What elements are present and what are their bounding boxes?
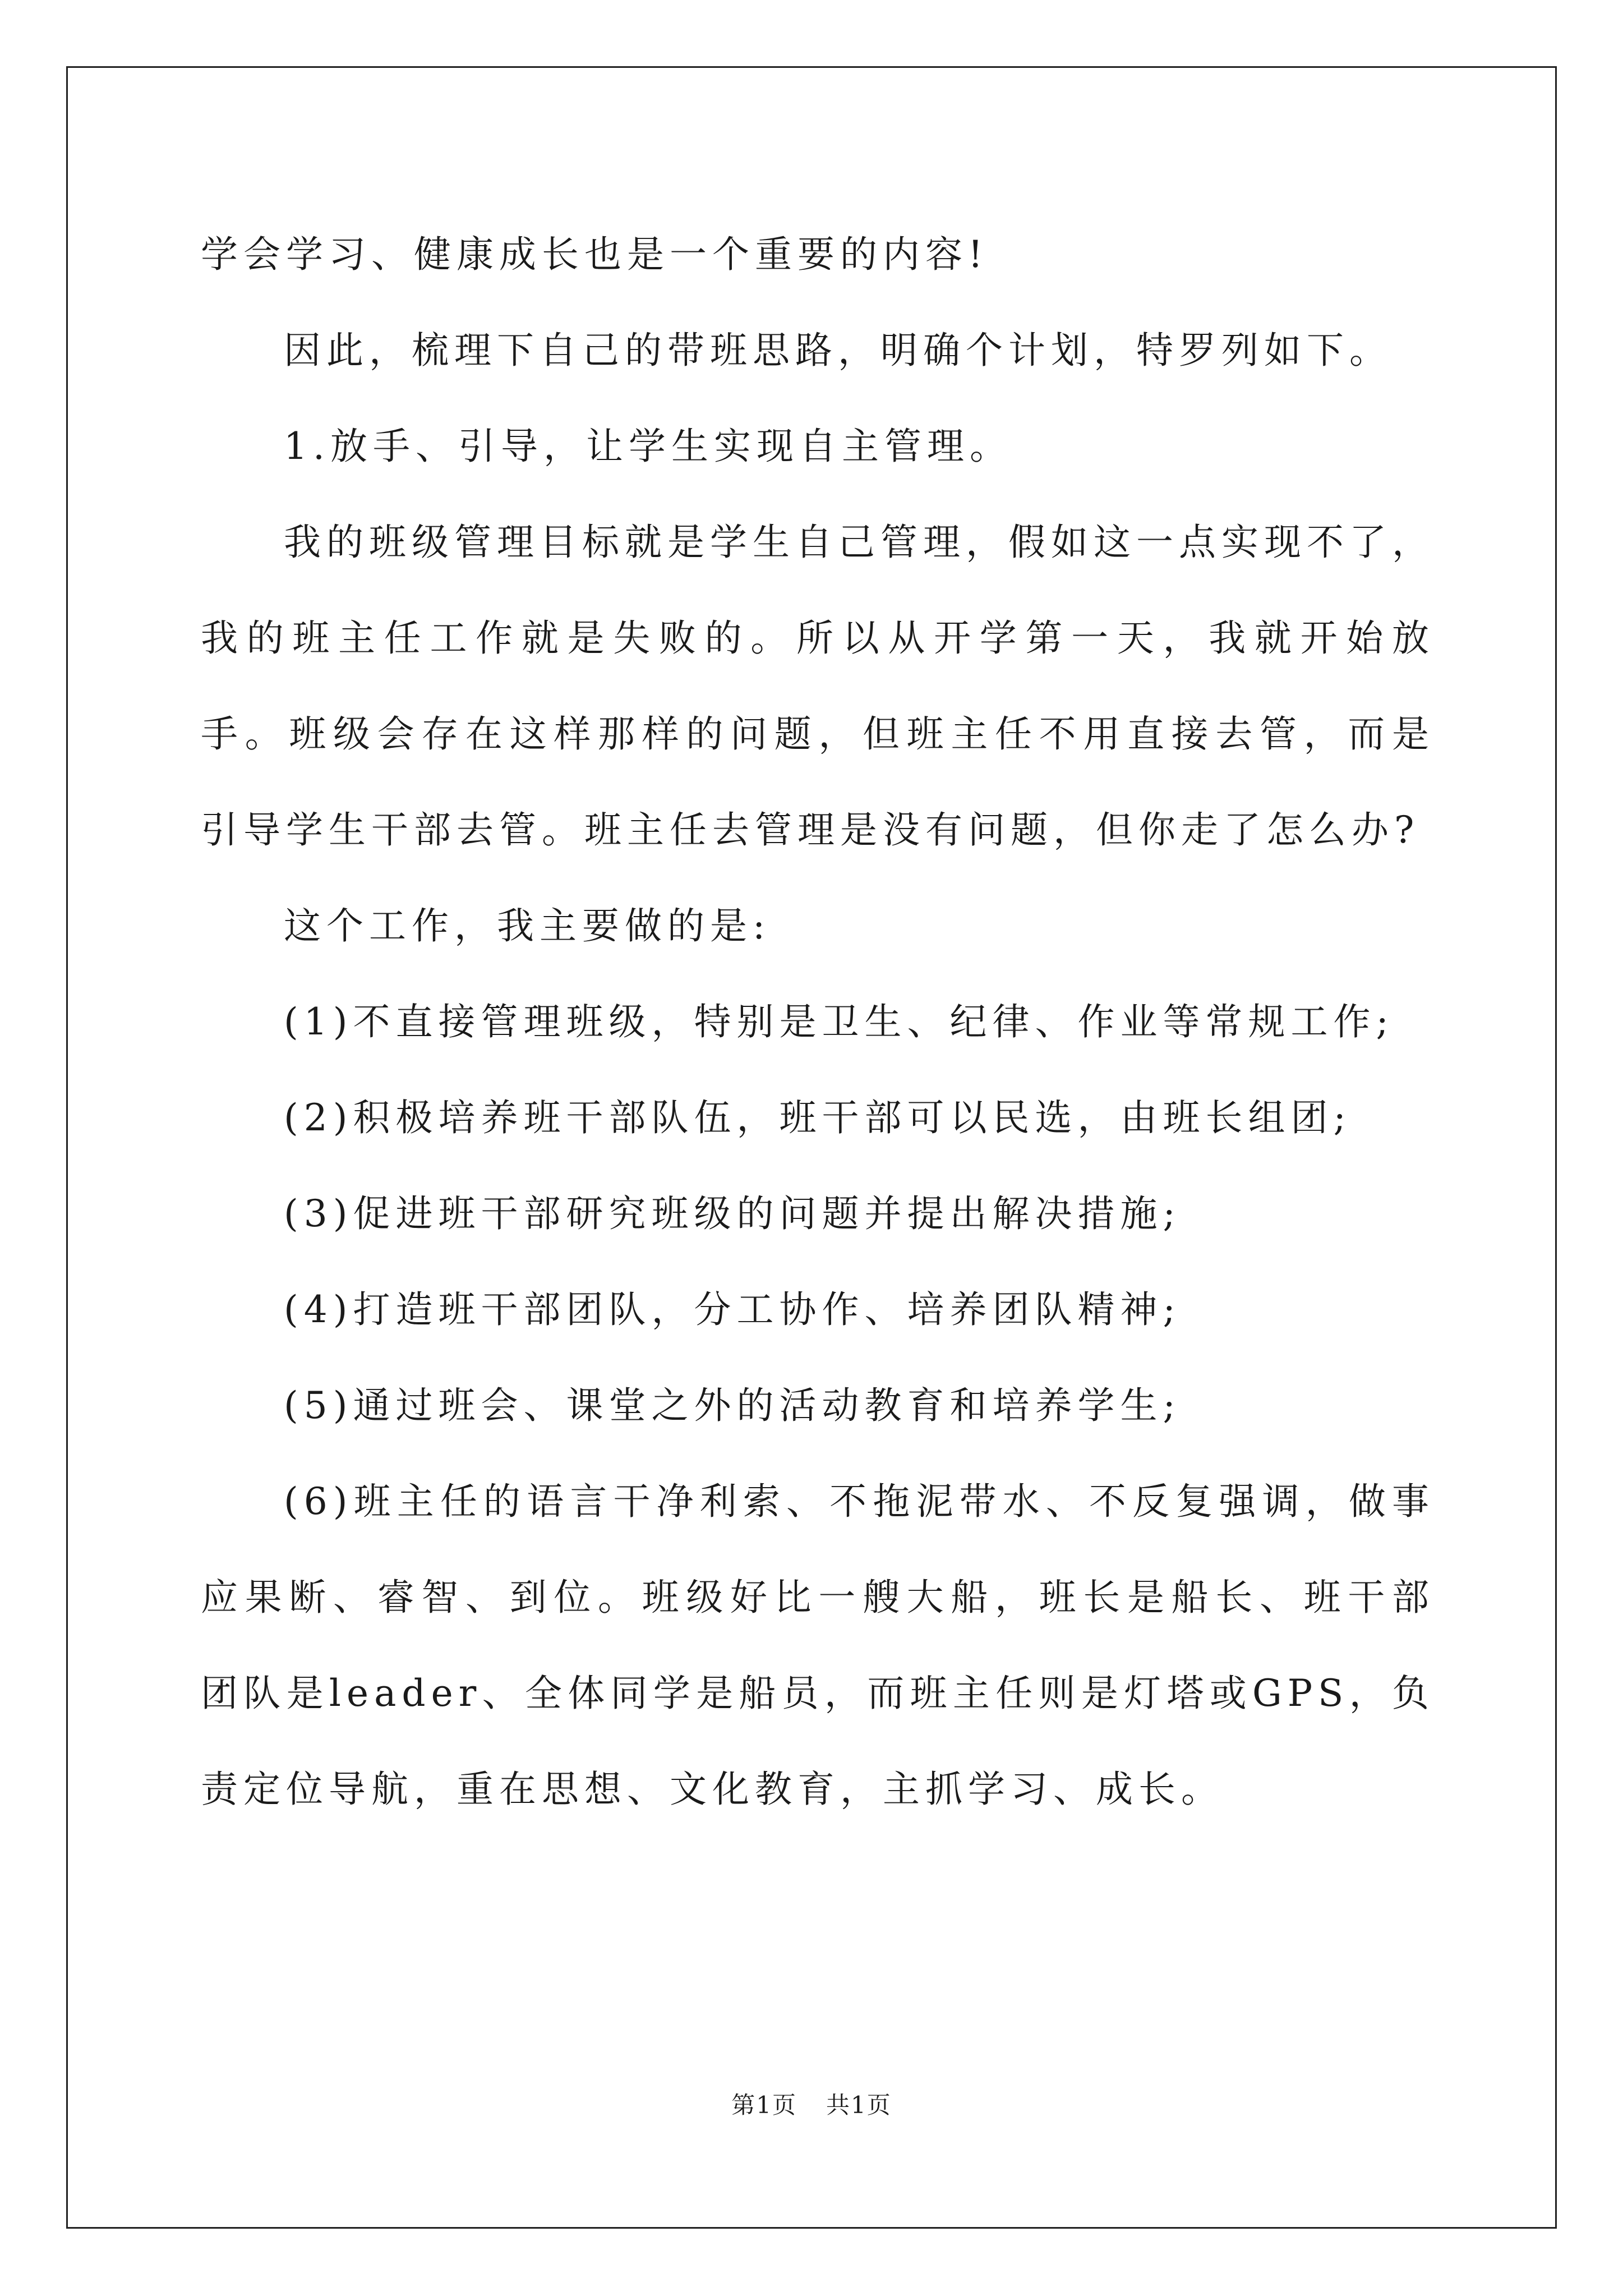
list-item: (4)打造班干部团队，分工协作、培养团队精神; [284,1288,1181,1331]
list-item: (5)通过班会、课堂之外的活动教育和培养学生; [284,1384,1181,1427]
page-footer [0,2087,1623,2120]
list-item: (1)不直接管理班级，特别是卫生、纪律、作业等常规工作; [284,1000,1394,1043]
document-body [201,206,1435,1837]
section-heading: 1.放手、引导，让学生实现自主管理。 [284,425,1012,468]
paragraph: 这个工作，我主要做的是: [284,904,771,947]
paragraph: 我的班级管理目标就是学生自己管理，假如这一点实现不了，我的班主任工作就是失败的。所以从开学第一天，我就开始放手。班级会存在这样那样的问题，但班主任不用直接去管，而是引导学生干部去管。班主任去管理是没有问题，但你走了怎么办? [201,521,1435,852]
page-number: 第1页 [731,2091,797,2119]
paragraph: 学会学习、健康成长也是一个重要的内容! [201,233,989,276]
page-total: 共1页 [826,2091,892,2119]
list-item: (2)积极培养班干部队伍，班干部可以民选，由班长组团; [284,1096,1352,1139]
list-item: (3)促进班干部研究班级的问题并提出解决措施; [284,1192,1181,1235]
list-item: (6)班主任的语言干净利索、不拖泥带水、不反复强调，做事应果断、睿智、到位。班级好比一艘大船，班长是船长、班干部团队是leader、全体同学是船员，而班主任则是灯塔或GPS，负责定位导航，重在思想、文化教育，主抓学习、成长。 [201,1480,1435,1811]
paragraph: 因此，梳理下自己的带班思路，明确个计划，特罗列如下。 [284,329,1392,372]
